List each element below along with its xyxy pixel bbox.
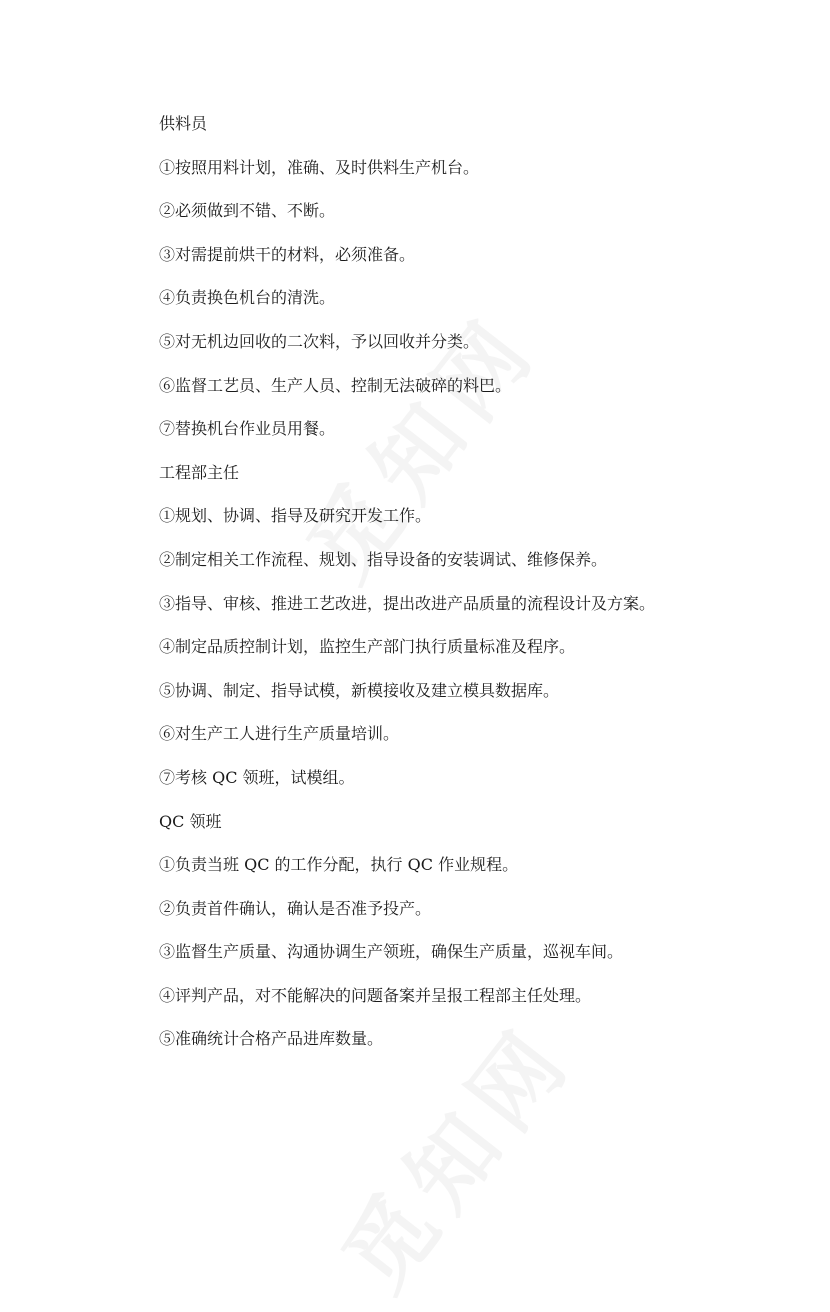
text-line: ⑤准确统计合格产品进库数量。: [159, 1029, 384, 1049]
text-line: ④制定品质控制计划，监控生产部门执行质量标准及程序。: [159, 637, 576, 657]
text-line: ⑦替换机台作业员用餐。: [159, 419, 336, 439]
text-line: ③对需提前烘干的材料，必须准备。: [159, 244, 416, 264]
text-line: ④评判产品，对不能解决的问题备案并呈报工程部主任处理。: [159, 985, 592, 1005]
text-line: ⑤对无机边回收的二次料，予以回收并分类。: [159, 331, 480, 351]
text-line: ①按照用料计划，准确、及时供料生产机台。: [159, 157, 480, 177]
text-line: ③监督生产质量、沟通协调生产领班，确保生产质量，巡视车间。: [159, 942, 624, 962]
text-line: ④负责换色机台的清洗。: [159, 288, 336, 308]
text-line: ⑦考核 QC 领班，试模组。: [159, 767, 355, 787]
section-heading-qc: QC 领班: [159, 811, 222, 831]
text-line: ②制定相关工作流程、规划、指导设备的安装调试、维修保养。: [159, 549, 608, 569]
text-line: ②负责首件确认，确认是否准予投产。: [159, 898, 432, 918]
text-line: ①负责当班 QC 的工作分配，执行 QC 作业规程。: [159, 855, 519, 875]
text-line: ⑥对生产工人进行生产质量培训。: [159, 724, 400, 744]
text-line: ③指导、审核、推进工艺改进，提出改进产品质量的流程设计及方案。: [159, 593, 656, 613]
text-line: ①规划、协调、指导及研究开发工作。: [159, 506, 432, 526]
section-heading-engineering: 工程部主任: [159, 462, 240, 482]
text-line: ⑤协调、制定、指导试模，新模接收及建立模具数据库。: [159, 680, 560, 700]
document-body: [159, 112, 719, 1071]
text-line: ②必须做到不错、不断。: [159, 201, 336, 221]
section-heading-supplier: 供料员: [159, 114, 208, 133]
text-line: ⑥监督工艺员、生产人员、控制无法破碎的料巴。: [159, 375, 512, 395]
